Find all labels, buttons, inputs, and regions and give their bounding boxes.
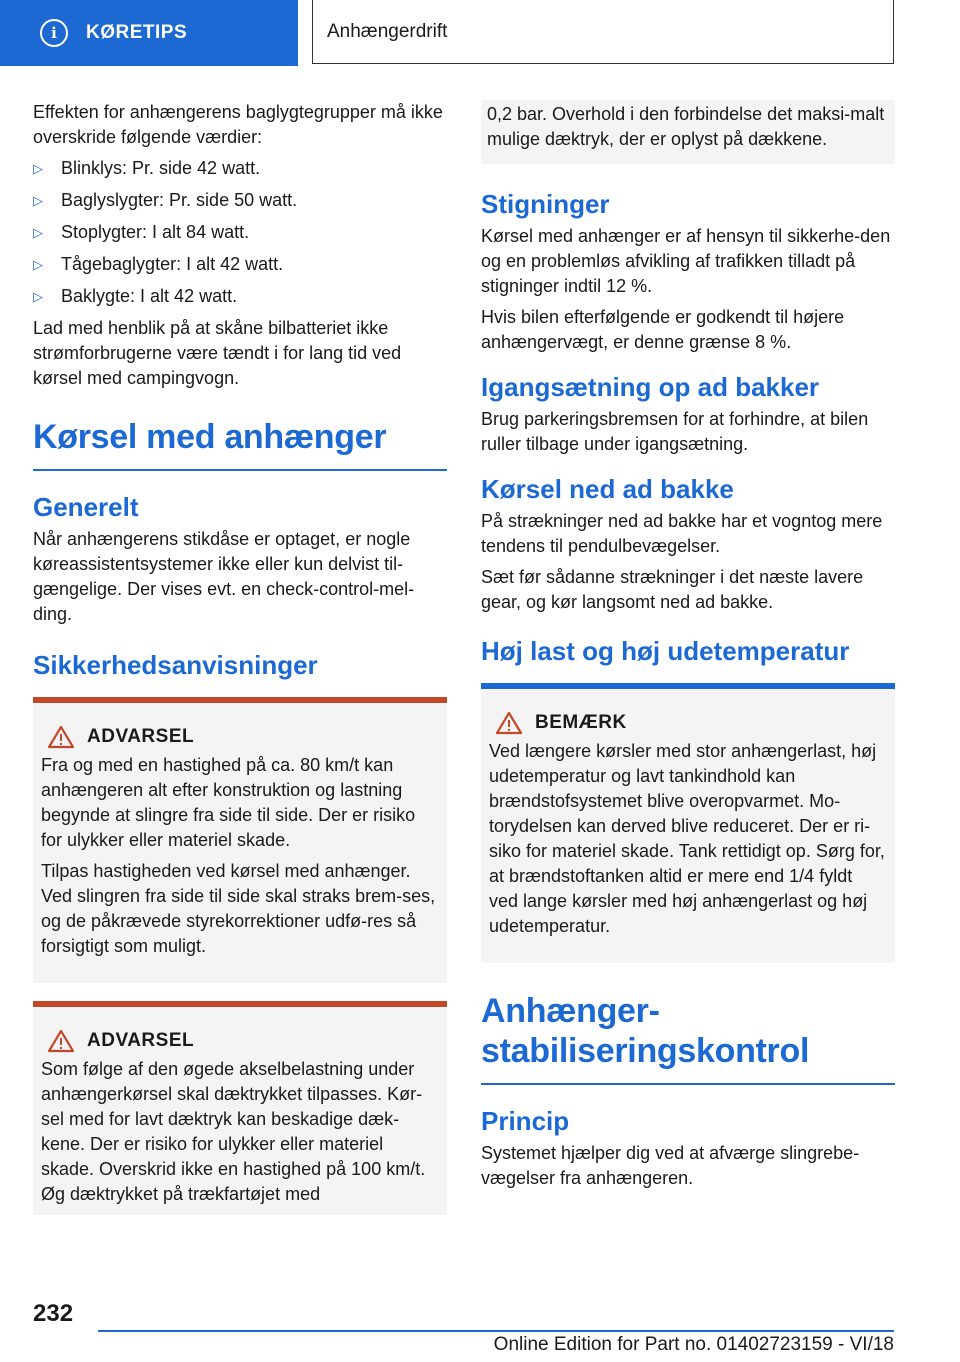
warning-box xyxy=(33,1001,447,1215)
note-text: Ved længere kørsler med stor anhængerlast, høj udetemperatur og lavt tankindhold kan brændstofsystemet blive overopvarmet. Mo-torydelsen kan derved blive reduceret. Der er ri-siko for materiel skade. Tank rettidigt op. Sørg for, at brændstoftanken altid er mere end 1/4 fyldt ved lange kørsler med høj anhængerlast og høj udetemperatur. xyxy=(489,741,885,936)
list-item: ▷ Stoplygter: I alt 84 watt. xyxy=(33,220,447,245)
warning-text: 0,2 bar. Overhold i den forbindelse det maksi-malt mulige dæktryk, der er oplyst på dækkene. xyxy=(487,104,885,149)
warning-title-row xyxy=(41,725,437,749)
nedkorsel-text: Sæt før sådanne strækninger i det næste lavere gear, og kør langsomt ned ad bakke. xyxy=(481,567,864,612)
heading-divider xyxy=(33,469,447,471)
section-label: KØRETIPS xyxy=(86,22,188,43)
warning-text: Som følge af den øgede akselbelastning under anhængerkørsel skal dæktrykket tilpasses. Kør-sel med for lavt dæktryk kan beskadige dæk-kene. Der er risiko for ulykker eller materiel skade. Overskrid ikke en hastighed på 100 km/t. Øg dæktrykket på trækfartøjet med xyxy=(41,1059,426,1204)
warning-title: ADVARSEL xyxy=(87,1030,195,1051)
stigninger-text: Hvis bilen efterfølgende er godkendt til højere anhængervægt, er denne grænse 8 %. xyxy=(481,307,845,352)
generelt-text: Når anhængerens stikdåse er optaget, er nogle køreassistentsystemer ikke eller kun delvist til-gængelige. Der vises evt. en check-control-mel-ding. xyxy=(33,529,415,624)
page-header xyxy=(0,0,960,66)
section-heading: Anhænger- stabiliseringskontrol xyxy=(481,992,810,1070)
intro-text: Effekten for anhængerens baglygtegrupper må ikke overskride følgende værdier: xyxy=(33,102,443,147)
page-footer xyxy=(0,1290,960,1360)
igangsaetning-text: Brug parkeringsbremsen for at forhindre, at bilen ruller tilbage under igangsætning. xyxy=(481,409,869,454)
note-box xyxy=(481,683,895,963)
chapter-title: Anhængerdrift xyxy=(327,20,448,42)
page-number: 232 xyxy=(33,1300,74,1327)
stigninger-text: Kørsel med anhænger er af hensyn til sikkerhe-den og en problemløs afvikling af trafikken tilladt på stigninger indtil 12 %. xyxy=(481,226,891,296)
list-item: ▷ Tågebaglygter: I alt 42 watt. xyxy=(33,252,447,277)
note-title: BEMÆRK xyxy=(535,712,627,733)
footer-divider xyxy=(98,1330,894,1332)
warning-title: ADVARSEL xyxy=(87,726,195,747)
subheading-safety: Sikkerhedsanvisninger xyxy=(33,650,318,680)
warning-triangle-icon xyxy=(47,1029,75,1053)
triangle-bullet-icon: ▷ xyxy=(33,289,43,304)
warning-triangle-icon xyxy=(47,725,75,749)
list-item: ▷ Baklygte: I alt 42 watt. xyxy=(33,284,447,309)
edition-text: Online Edition for Part no. 01402723159 - VI/18 xyxy=(493,1334,894,1355)
subheading-igangsaetning: Igangsætning op ad bakker xyxy=(481,372,820,402)
triangle-bullet-icon: ▷ xyxy=(33,257,43,272)
warning-box xyxy=(33,697,447,983)
section-tab xyxy=(0,0,298,66)
princip-text: Systemet hjælper dig ved at afværge slingrebe-vægelser fra anhængeren. xyxy=(481,1143,860,1188)
triangle-bullet-icon: ▷ xyxy=(33,225,43,240)
subheading-generelt: Generelt xyxy=(33,492,139,522)
left-column xyxy=(33,100,447,1215)
list-item: ▷ Baglyslygter: Pr. side 50 watt. xyxy=(33,188,447,213)
warning-text: Fra og med en hastighed på ca. 80 km/t kan anhængeren alt efter konstruktion og lastning begynde at slingre fra side til side. Der er risiko for ulykker eller materiel skade. xyxy=(41,755,416,850)
warning-triangle-icon xyxy=(495,711,523,735)
wattage-list xyxy=(33,156,447,309)
subheading-stigninger: Stigninger xyxy=(481,189,610,219)
note-title-row xyxy=(489,711,885,735)
heading-divider xyxy=(481,1083,895,1085)
section-heading: Kørsel med anhænger xyxy=(33,418,387,456)
subheading-princip: Princip xyxy=(481,1106,570,1136)
subheading-hoj-last: Høj last og høj udetemperatur xyxy=(481,636,850,666)
chapter-box xyxy=(312,0,894,64)
warning-title-row xyxy=(41,1029,437,1053)
nedkorsel-text: På strækninger ned ad bakke har et vogntog mere tendens til pendulbevægelser. xyxy=(481,511,883,556)
triangle-bullet-icon: ▷ xyxy=(33,193,43,208)
list-item: ▷ Blinklys: Pr. side 42 watt. xyxy=(33,156,447,181)
warning-text: Tilpas hastigheden ved kørsel med anhænger. Ved slingren fra side til side skal straks brem-ses, og de påkrævede styrekorrektioner udfø-res så forsigtigt som muligt. xyxy=(41,861,436,956)
battery-note: Lad med henblik på at skåne bilbatteriet ikke strømforbrugerne være tændt i for lang tid ved kørsel med campingvogn. xyxy=(33,318,402,388)
triangle-bullet-icon: ▷ xyxy=(33,161,43,176)
warning-continuation xyxy=(481,100,895,164)
info-icon: i xyxy=(40,19,68,47)
subheading-nedkorsel: Kørsel ned ad bakke xyxy=(481,474,734,504)
right-column xyxy=(481,100,895,1197)
